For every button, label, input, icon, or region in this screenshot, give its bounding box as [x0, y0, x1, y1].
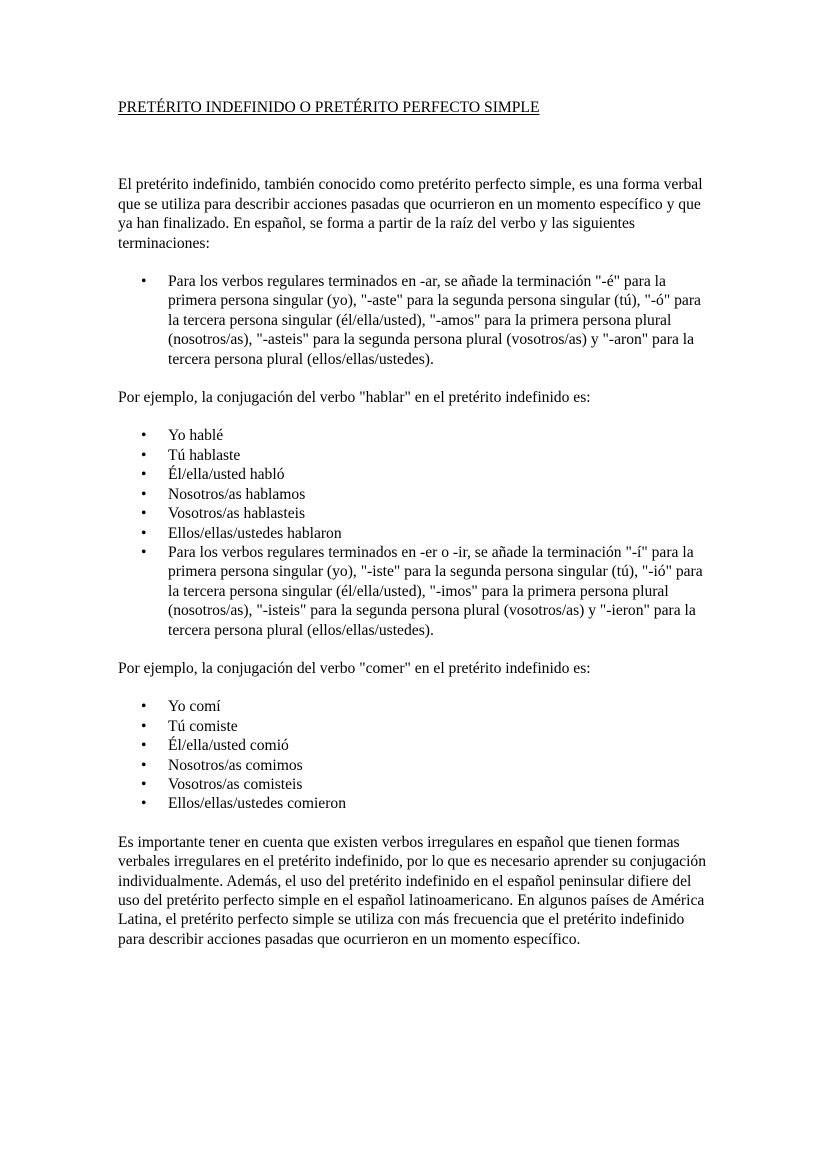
list-item-comer-ellos: • Ellos/ellas/ustedes comieron: [118, 794, 713, 813]
document-page: [118, 98, 713, 949]
closing-paragraph: Es importante tener en cuenta que existen verbos irregulares en español que tienen formas verbales irregulares en el pretérito indefinido, por lo que es necesario aprender su conjugación individualmente. Además, el uso del pretérito indefinido en el español peninsular difiere del uso del pretérito perfecto simple en el español latinoamericano. En algunos países de América Latina, el pretérito perfecto simple se utiliza con más frecuencia que el pretérito indefinido para describir acciones pasadas que ocurrieron en un momento específico.: [118, 833, 706, 948]
ar-rule-list: [118, 272, 713, 369]
list-item-hablar-nosotros: • Nosotros/as hablamos: [118, 485, 713, 504]
document-title: PRETÉRITO INDEFINIDO O PRETÉRITO PERFECTO SIMPLE: [118, 99, 540, 116]
list-item-er-ir-rule: • Para los verbos regulares terminados en -er o -ir, se añade la terminación "-í" para la primera persona singular (yo), "-iste" para la segunda persona singular (tú), "-ió" para la tercera persona singular (él/ella/usted), "-imos" para la primera persona plural (nosotros/as), "-isteis" para la segunda persona plural (vosotros/as) y "-ieron" para la tercera persona plural (ellos/ellas/ustedes).: [118, 543, 713, 640]
intro-paragraph: El pretérito indefinido, también conocido como pretérito perfecto simple, es una forma verbal que se utiliza para describir acciones pasadas que ocurrieron en un momento específico y que ya han finalizado. En español, se forma a partir de la raíz del verbo y las siguientes terminaciones:: [118, 176, 703, 252]
list-item-comer-vosotros: • Vosotros/as comisteis: [118, 775, 713, 794]
list-item-hablar-vosotros: • Vosotros/as hablasteis: [118, 504, 713, 523]
hablar-example-intro: Por ejemplo, la conjugación del verbo "hablar" en el pretérito indefinido es:: [118, 389, 591, 407]
comer-conjugation-list: [118, 697, 713, 813]
list-item-hablar-tu: • Tú hablaste: [118, 446, 713, 465]
list-item-hablar-el: • Él/ella/usted habló: [118, 465, 713, 484]
list-item-hablar-yo: • Yo hablé: [118, 426, 713, 445]
list-item-ar-rule: • Para los verbos regulares terminados en -ar, se añade la terminación "-é" para la primera persona singular (yo), "-aste" para la segunda persona singular (tú), "-ó" para la tercera persona singular (él/ella/usted), "-amos" para la primera persona plural (nosotros/as), "-asteis" para la segunda persona plural (vosotros/as) y "-aron" para la tercera persona plural (ellos/ellas/ustedes).: [118, 272, 713, 369]
list-item-comer-tu: • Tú comiste: [118, 717, 713, 736]
comer-example-intro: Por ejemplo, la conjugación del verbo "comer" en el pretérito indefinido es:: [118, 659, 591, 677]
list-item-hablar-ellos: • Ellos/ellas/ustedes hablaron: [118, 524, 713, 543]
list-item-comer-nosotros: • Nosotros/as comimos: [118, 756, 713, 775]
list-item-comer-el: • Él/ella/usted comió: [118, 736, 713, 755]
list-item-comer-yo: • Yo comí: [118, 697, 713, 716]
hablar-conjugation-list: [118, 426, 713, 639]
